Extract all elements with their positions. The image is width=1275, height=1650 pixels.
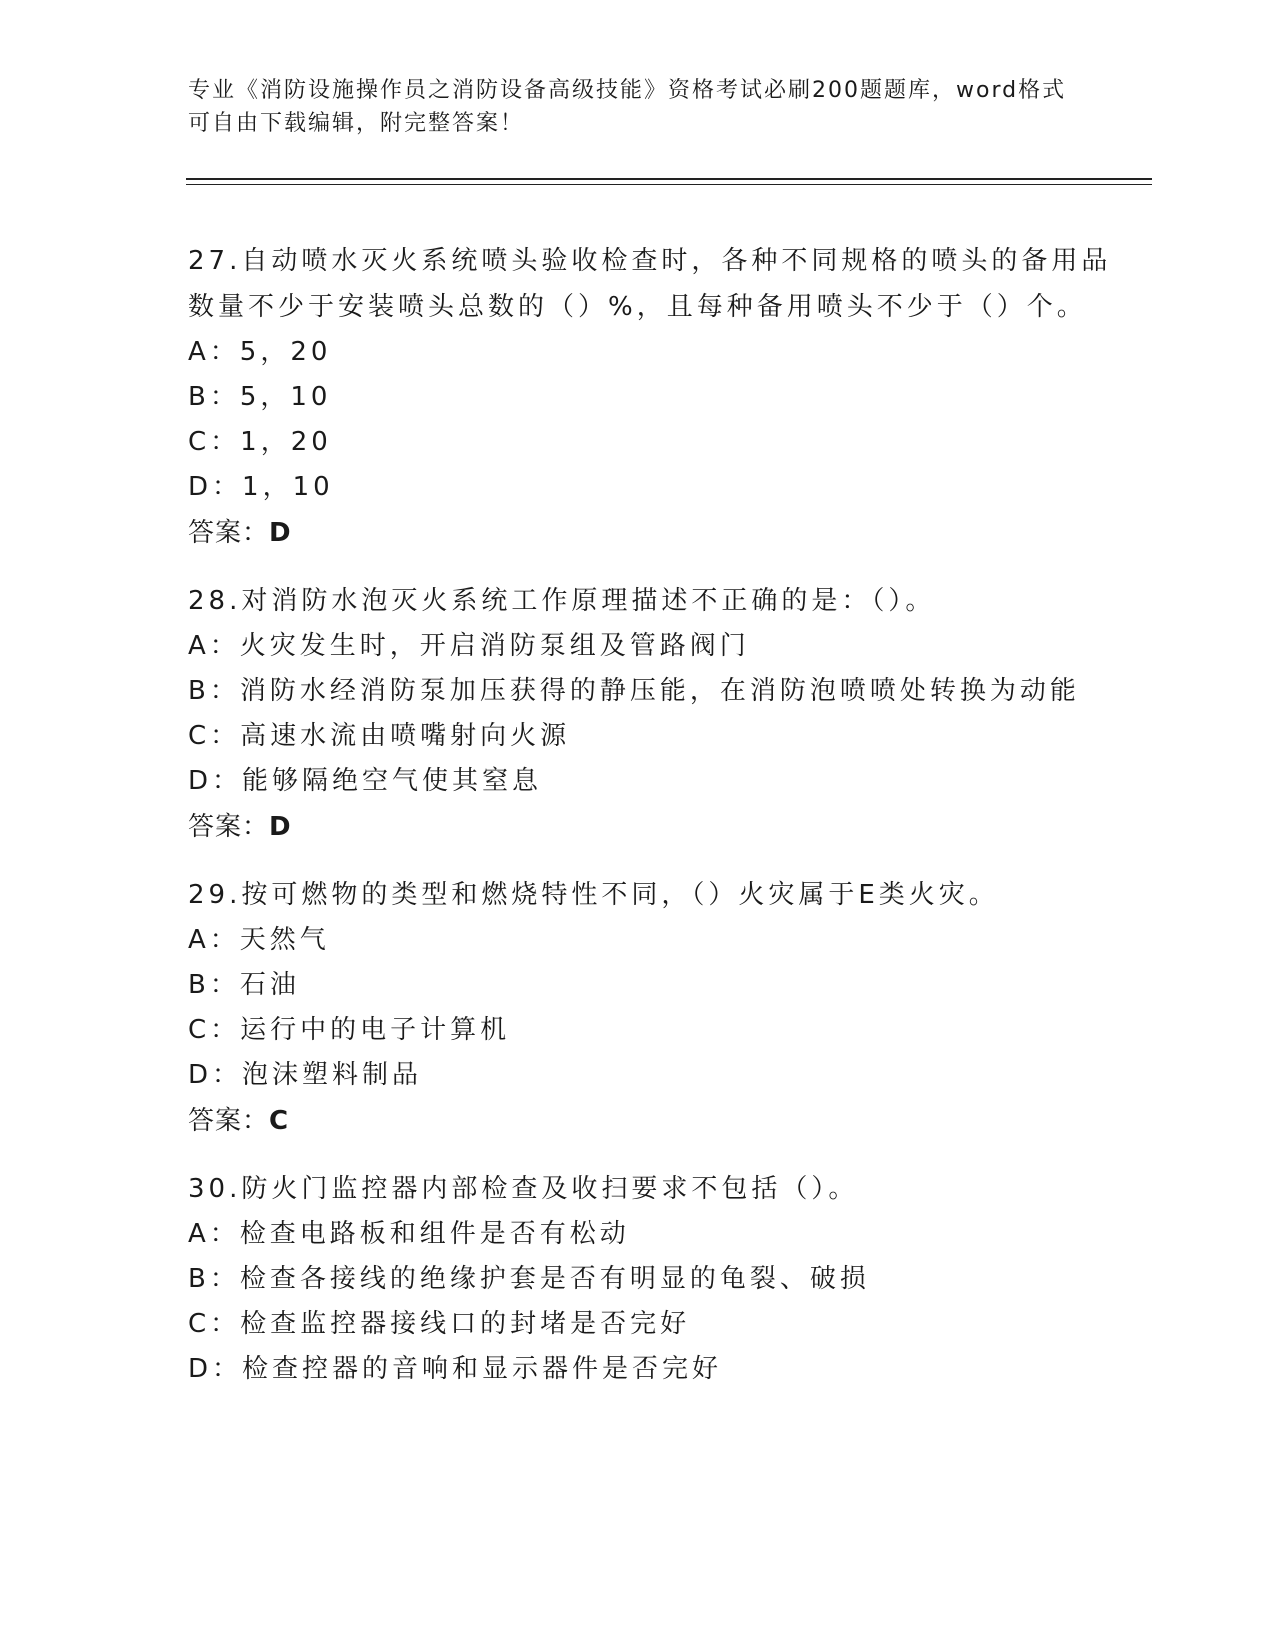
- option-d: D：检查控器的音响和显示器件是否完好: [188, 1354, 723, 1384]
- question-stem: 29.按可燃物的类型和燃烧特性不同，（）火灾属于E类火灾。: [188, 880, 999, 910]
- answer-value: D: [269, 518, 292, 548]
- question-stem: 28.对消防水泡灭火系统工作原理描述不正确的是：（）。: [188, 586, 936, 616]
- header-divider-thin: [186, 184, 1152, 185]
- option-c: C：运行中的电子计算机: [188, 1015, 511, 1045]
- answer-line: [188, 804, 1138, 850]
- option-d: D：1，10: [188, 472, 334, 502]
- question-stem: 27.自动喷水灭火系统喷头验收检查时，各种不同规格的喷头的备用品数量不少于安装喷头总数的（）%，且每种备用喷头不少于（）个。: [188, 246, 1112, 322]
- question-29: [188, 872, 1138, 1144]
- option-a: A：火灾发生时，开启消防泵组及管路阀门: [188, 631, 750, 661]
- option-b: B：消防水经消防泵加压获得的静压能，在消防泡喷喷处转换为动能: [188, 676, 1080, 706]
- option-b: B：5，10: [188, 382, 332, 412]
- answer-label: 答案：: [188, 1106, 270, 1136]
- answer-line: [188, 1098, 1138, 1144]
- option-a: A：5，20: [188, 337, 332, 367]
- option-d: D：泡沫塑料制品: [188, 1060, 423, 1090]
- option-c: C：高速水流由喷嘴射向火源: [188, 721, 571, 751]
- question-30: [188, 1166, 1138, 1392]
- page-header: 专业《消防设施操作员之消防设备高级技能》资格考试必刷200题题库，word格式可自由下载编辑，附完整答案！: [188, 78, 1067, 136]
- question-28: [188, 578, 1138, 850]
- question-27: [188, 238, 1138, 556]
- option-b: B：石油: [188, 970, 300, 1000]
- option-d: D：能够隔绝空气使其窒息: [188, 766, 543, 796]
- option-c: C：检查监控器接线口的封堵是否完好: [188, 1309, 691, 1339]
- answer-label: 答案：: [188, 812, 270, 842]
- option-a: A：天然气: [188, 925, 330, 955]
- answer-label: 答案：: [188, 518, 270, 548]
- answer-line: [188, 510, 1138, 556]
- option-c: C：1，20: [188, 427, 332, 457]
- question-list: [188, 238, 1138, 1414]
- option-b: B：检查各接线的绝缘护套是否有明显的龟裂、破损: [188, 1264, 870, 1294]
- answer-value: C: [269, 1106, 290, 1136]
- header-divider: [186, 178, 1152, 180]
- option-a: A：检查电路板和组件是否有松动: [188, 1219, 630, 1249]
- answer-value: D: [269, 812, 292, 842]
- question-stem: 30.防火门监控器内部检查及收扫要求不包括（）。: [188, 1174, 859, 1204]
